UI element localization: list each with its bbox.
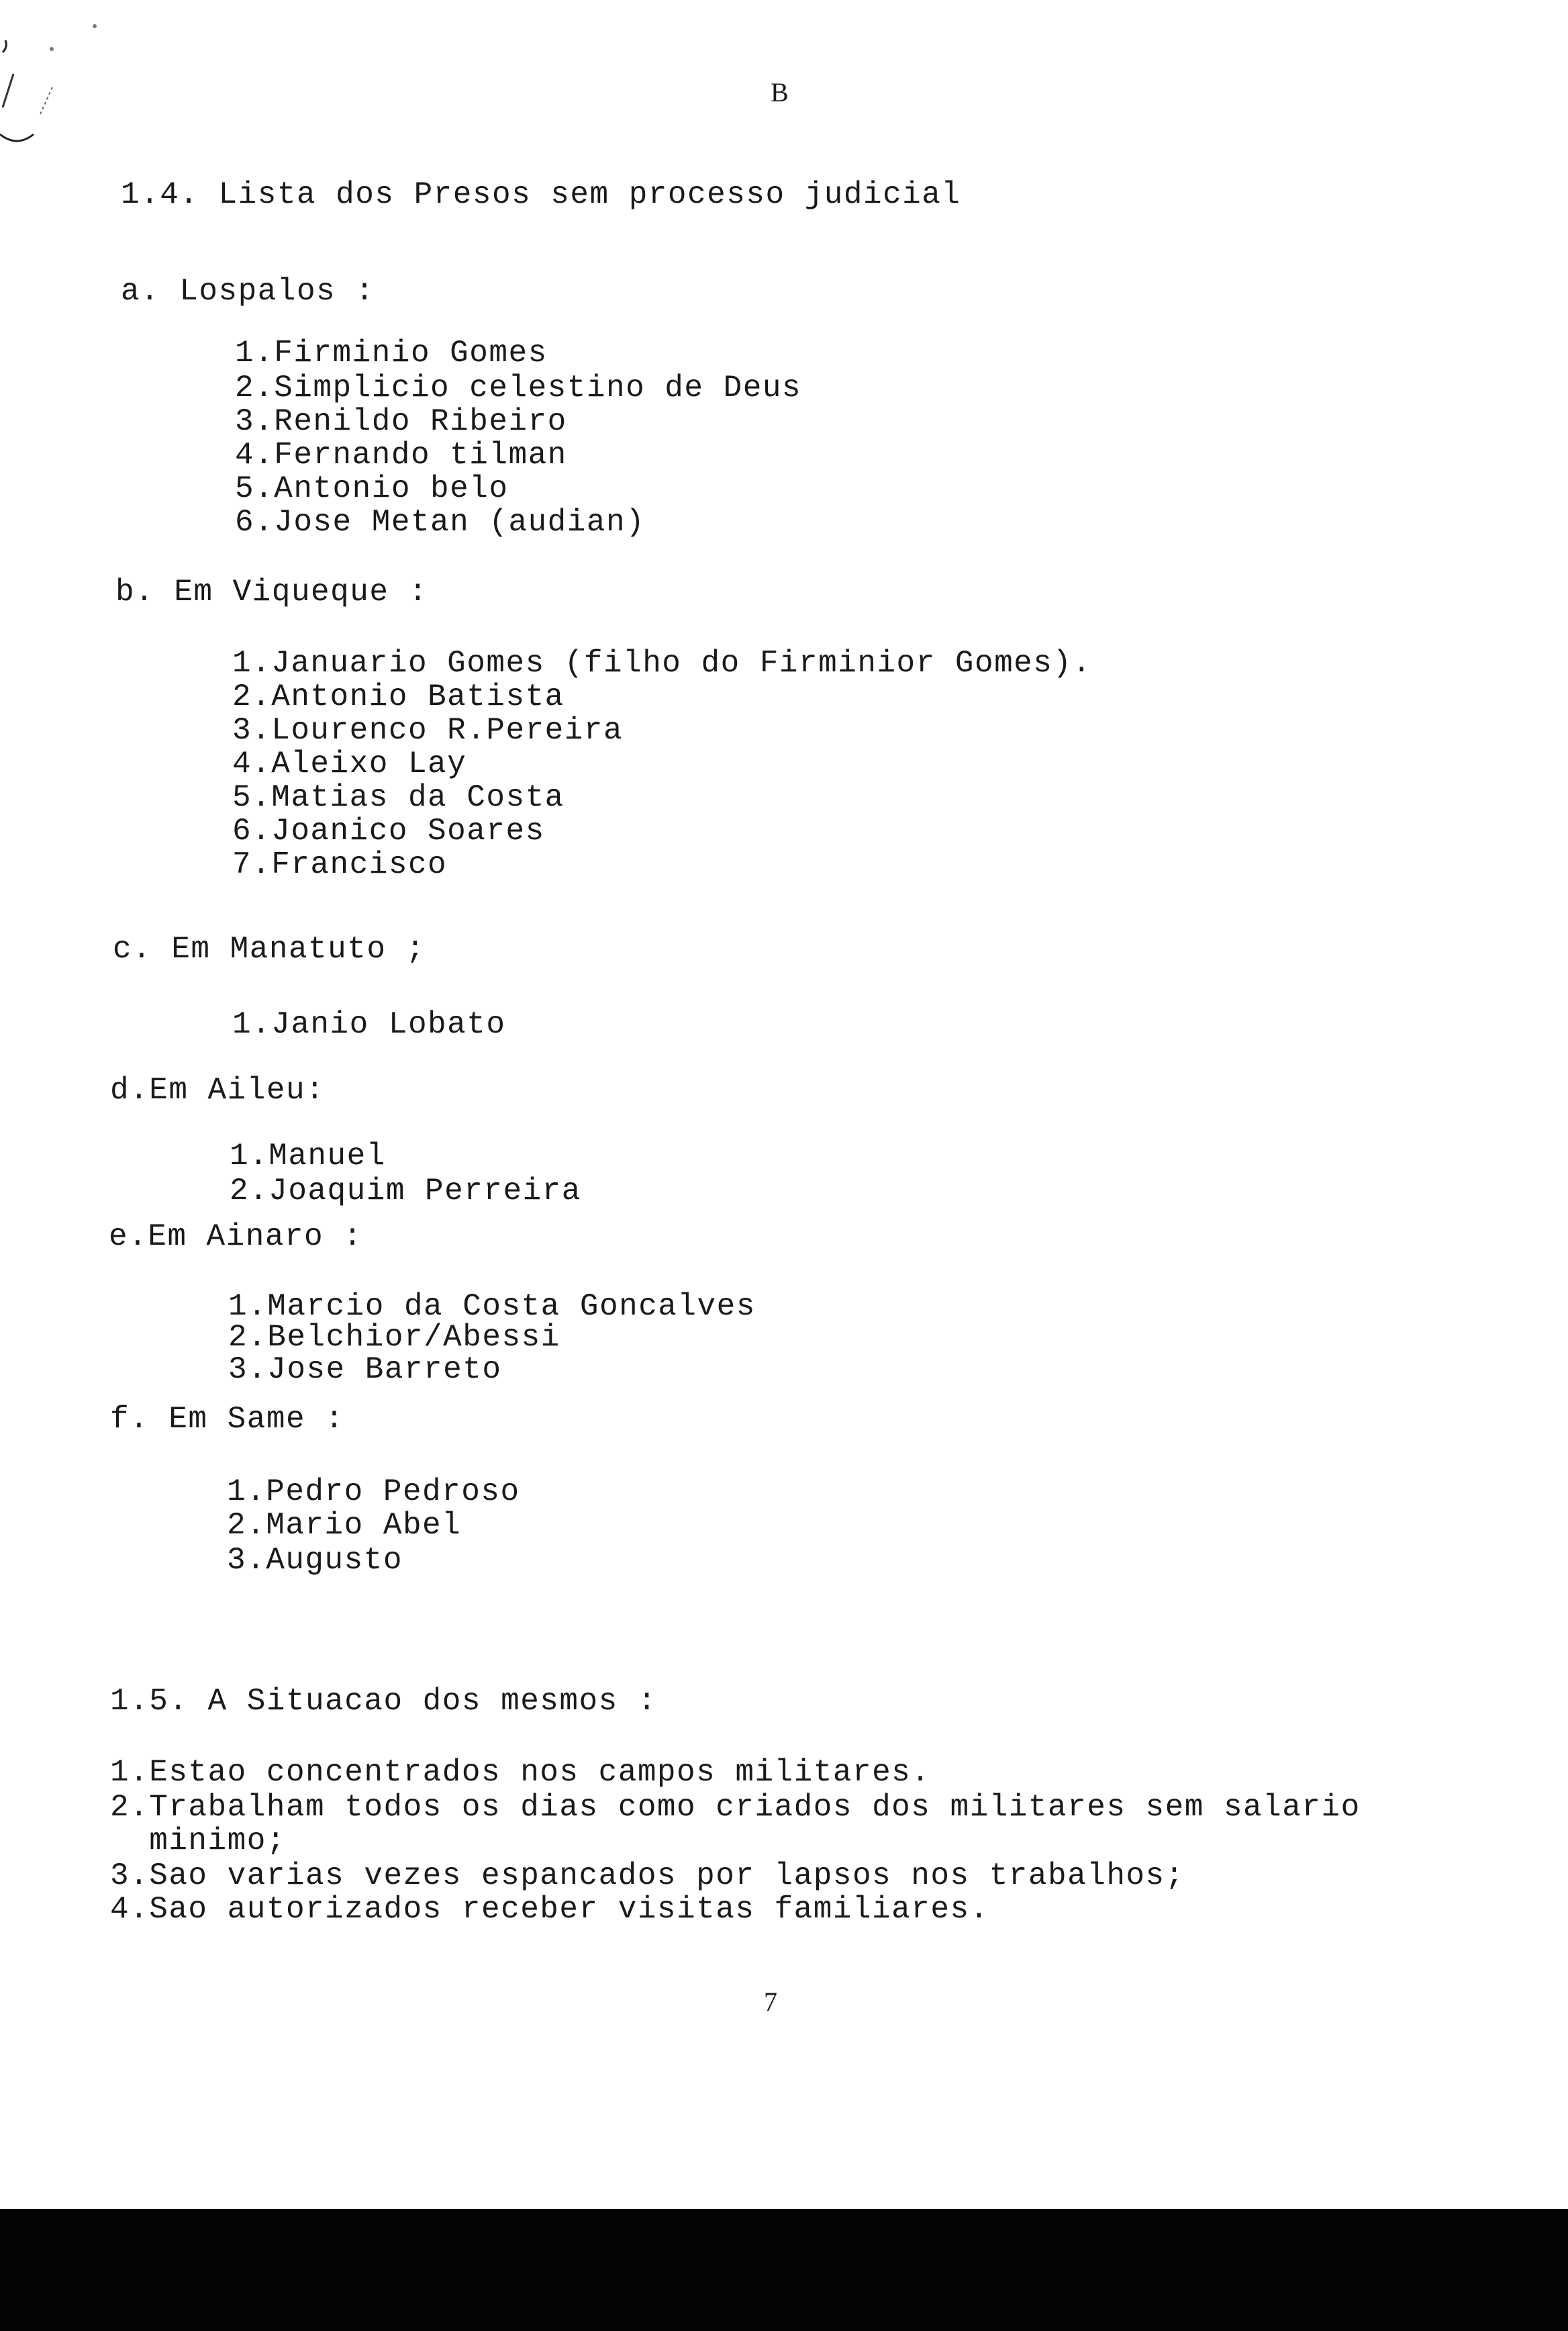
list-item: 4.Sao autorizados receber visitas familiares.: [110, 1892, 989, 1927]
list-item: 4.Aleixo Lay: [232, 747, 467, 781]
list-item: 1.Pedro Pedroso: [227, 1474, 520, 1509]
subsection-title: c. Em Manatuto ;: [113, 932, 426, 967]
list-item: 3.Jose Barreto: [228, 1352, 502, 1387]
list-item: 1.Marcio da Costa Goncalves: [228, 1289, 756, 1324]
subsection-title: e.Em Ainaro :: [109, 1219, 363, 1254]
list-item: 1.Janio Lobato: [232, 1007, 506, 1042]
list-item: minimo;: [110, 1823, 286, 1858]
list-item: 4.Fernando tilman: [235, 438, 567, 473]
page-number: 7: [764, 1987, 779, 2017]
list-item: 3.Lourenco R.Pereira: [232, 713, 624, 748]
scan-speck: [50, 47, 54, 51]
section-heading: 1.5. A Situacao dos mesmos :: [110, 1684, 657, 1719]
list-item: 1.Estao concentrados nos campos militares.: [110, 1755, 931, 1790]
list-item: 2.Simplicio celestino de Deus: [235, 371, 802, 406]
list-item: 3.Renildo Ribeiro: [235, 404, 567, 439]
list-item: 6.Joanico Soares: [232, 814, 545, 849]
scan-bottom-border: [0, 2209, 1568, 2331]
subsection-title: b. Em Viqueque :: [115, 575, 428, 610]
list-item: 5.Matias da Costa: [232, 780, 565, 815]
list-item: 2.Antonio Batista: [232, 679, 565, 714]
list-item: 7.Francisco: [232, 847, 448, 882]
subsection-title: f. Em Same :: [110, 1402, 345, 1437]
subsection-title: d.Em Aileu:: [110, 1073, 326, 1108]
page-marker: B: [771, 77, 790, 107]
list-item: 2.Mario Abel: [227, 1508, 462, 1543]
subsection-title: a. Lospalos :: [121, 274, 375, 309]
section-heading: 1.4. Lista dos Presos sem processo judicial: [121, 177, 961, 212]
list-item: 6.Jose Metan (audian): [235, 505, 646, 540]
scan-artifact-mark: [0, 40, 60, 154]
list-item: 5.Antonio belo: [235, 471, 509, 506]
list-item: 1.Firminio Gomes: [235, 336, 548, 371]
list-item: 1.Januario Gomes (filho do Firminior Gomes).: [232, 646, 1092, 681]
scan-speck: [93, 24, 97, 28]
list-item: 3.Augusto: [227, 1543, 403, 1578]
list-item: 2.Belchior/Abessi: [228, 1320, 560, 1355]
list-item: 2.Trabalham todos os dias como criados dos militares sem salario: [110, 1790, 1361, 1825]
list-item: 3.Sao varias vezes espancados por lapsos nos trabalhos;: [110, 1858, 1185, 1893]
list-item: 2.Joaquim Perreira: [230, 1174, 581, 1208]
list-item: 1.Manuel: [230, 1139, 386, 1174]
